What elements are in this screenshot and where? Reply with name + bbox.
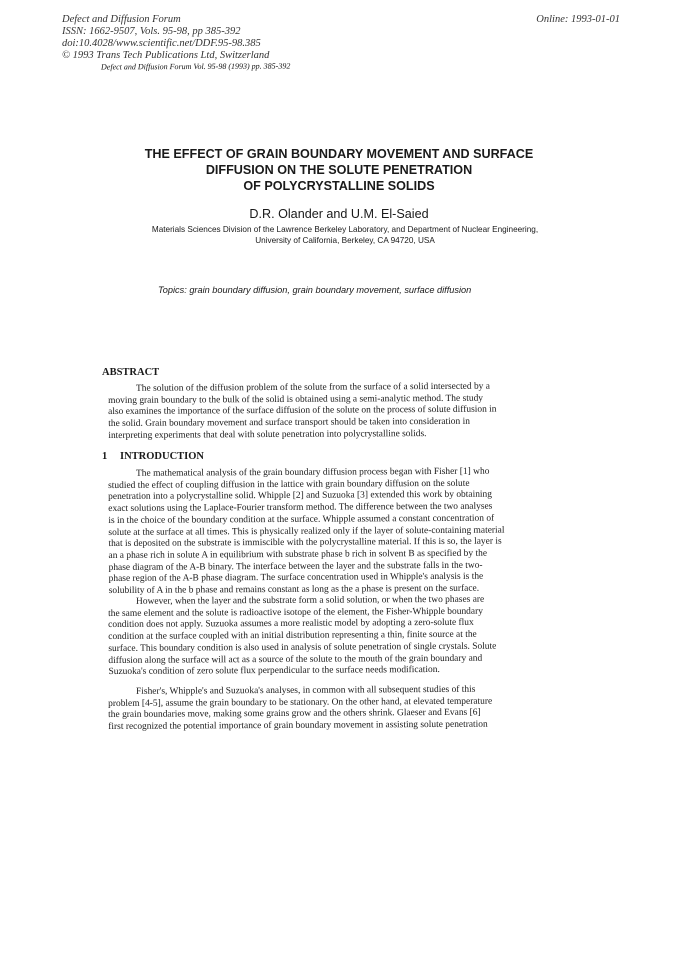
- introduction-paragraph-2: [108, 594, 540, 679]
- author-list: D.R. Olander and U.M. El-Saied: [249, 207, 429, 221]
- text-line: condition does not apply. Suzuoka assumes a more realistic model by adopting a zero-solute flux: [108, 618, 474, 631]
- text-line: surface. This boundary condition is also used in analysis of solute penetration of single crystals. Solute: [108, 641, 497, 654]
- topics-keywords: Topics: grain boundary diffusion, grain boundary movement, surface diffusion: [158, 285, 472, 295]
- affiliation-line: University of California, Berkeley, CA 94720, USA: [255, 236, 435, 245]
- text-line: diffusion along the surface will act as a source of the solute to the mouth of the grain boundary and: [108, 653, 483, 666]
- text-line: However, when the layer and the substrate form a solid solution, or when the two phases are: [135, 594, 485, 607]
- title-line: THE EFFECT OF GRAIN BOUNDARY MOVEMENT AND SURFACE: [144, 147, 534, 161]
- online-date: Online: 1993-01-01: [536, 14, 620, 25]
- doi-link[interactable]: doi:10.4028/www.scientific.net/DDF.95-98.385: [62, 38, 261, 49]
- text-line: phase diagram of the A-B binary. The interface between the layer and the substrate falls in the two-: [108, 560, 483, 573]
- abstract-body: [108, 381, 540, 442]
- affiliation-line: Materials Sciences Division of the Lawrence Berkeley Laboratory, and Department of Nuclear Engineering,: [151, 225, 539, 234]
- text-line: The solution of the diffusion problem of the solute from the surface of a solid intersected by a: [135, 381, 490, 394]
- text-line: phase region of the A-B phase diagram. The surface concentration used in Whipple's analysis is the: [108, 572, 484, 585]
- title-line: DIFFUSION ON THE SOLUTE PENETRATION: [205, 163, 473, 177]
- introduction-paragraph-1: [108, 466, 541, 597]
- text-line: solute at the surface at all times. This is physically realized only if the layer of solute-containing material: [108, 525, 505, 538]
- affiliation: [90, 224, 600, 246]
- text-line: solubility of A in the b phase and remains constant as long as the a phase is present on the surface.: [108, 583, 480, 597]
- text-line: is in the choice of the boundary condition at the surface. Whipple assumed a constant concentration of: [108, 513, 495, 526]
- text-line: moving grain boundary to the bulk of the solid is obtained using a semi-analytic method. The study: [108, 393, 484, 406]
- text-line: penetration into a polycrystalline solid. Whipple [2] and Suzuoka [3] extended this work by obtaining: [108, 490, 492, 503]
- journal-name: Defect and Diffusion Forum: [62, 14, 181, 25]
- section-number: 1: [102, 451, 108, 462]
- text-line: Fisher's, Whipple's and Suzuoka's analyses, in common with all subsequent studies of this: [135, 684, 476, 697]
- text-line: the solid. Grain boundary movement and surface transport should be taken into consideration in: [108, 416, 470, 430]
- text-line: studied the effect of coupling diffusion in the lattice with grain boundary diffusion on the solute: [108, 478, 470, 491]
- text-line: the same element and the solute is radioactive isotope of the element, the Fisher-Whipple boundary: [108, 606, 483, 619]
- text-line: The mathematical analysis of the grain boundary diffusion process began with Fisher [1] who: [135, 466, 490, 479]
- section-heading-introduction: [102, 451, 204, 462]
- text-line: an a phase rich in solute A in equilibrium with substrate phase b rich in solvent B as specified by the: [108, 548, 488, 561]
- text-line: problem [4-5], assume the grain boundary to be stationary. On the other hand, at elevated temperature: [108, 696, 493, 709]
- paper-title: [0, 146, 678, 194]
- title-line: OF POLYCRYSTALLINE SOLIDS: [243, 179, 435, 193]
- abstract-heading: ABSTRACT: [102, 367, 160, 378]
- publication-metadata: [62, 14, 269, 62]
- text-line: condition at the surface coupled with an initial distribution representing a thin, finite source at the: [108, 629, 477, 643]
- copyright-line: © 1993 Trans Tech Publications Ltd, Switzerland: [62, 50, 270, 61]
- text-line: that is deposited on the substrate is immiscible with the polycrystalline material. If this is so, the layer is: [108, 536, 502, 550]
- text-line: first recognized the potential importance of grain boundary movement in assisting solute penetration: [108, 719, 488, 733]
- text-line: Suzuoka's condition of zero solute flux perpendicular to the surface needs modification.: [108, 665, 440, 678]
- text-line: interpreting experiments that deal with solute penetration into polycrystalline solids.: [108, 428, 427, 441]
- text-line: also examines the importance of the surface diffusion of the solute on the process of solute diffusion in: [108, 405, 497, 418]
- text-line: the grain boundaries move, making some grains grow and the others shrink. Glaeser and Evans [6]: [108, 708, 481, 721]
- text-line: exact solutions using the Laplace-Fourier transform method. The difference between the two analyses: [108, 501, 493, 515]
- introduction-paragraph-3: [108, 684, 540, 733]
- journal-reference: Defect and Diffusion Forum Vol. 95-98 (1993) pp. 385-392: [100, 61, 291, 72]
- issn-line: ISSN: 1662-9507, Vols. 95-98, pp 385-392: [62, 26, 241, 37]
- section-title: INTRODUCTION: [120, 451, 205, 462]
